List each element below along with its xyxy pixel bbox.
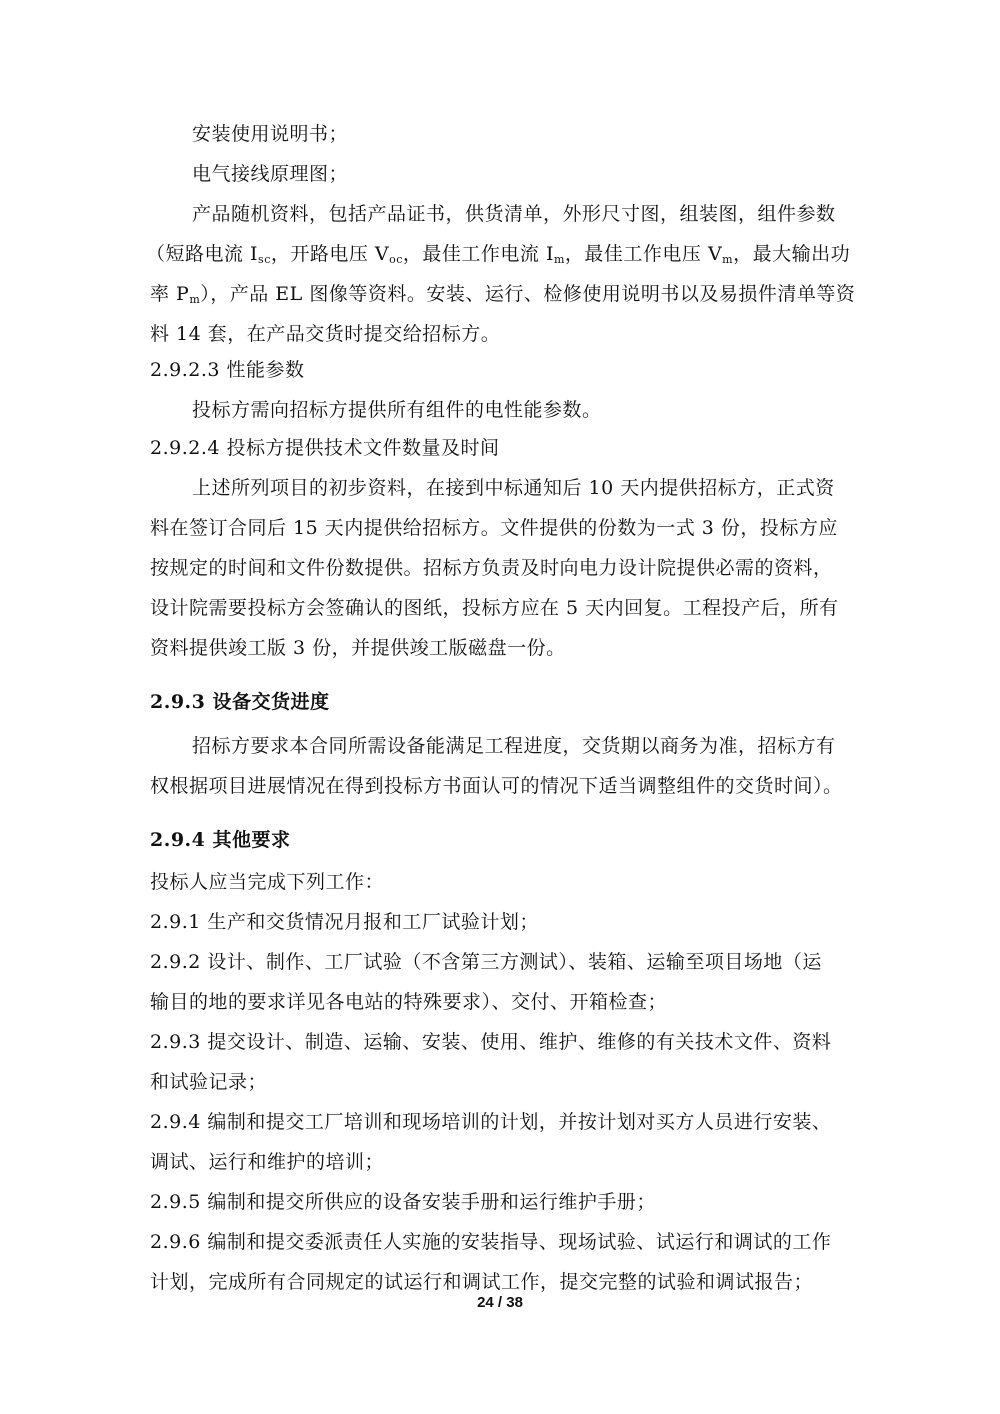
text-line: 料 14 套，在产品交货时提交给招标方。 (150, 323, 501, 345)
text-line: 设计院需要投标方会签确认的图纸，投标方应在 5 天内回复。工程投产后，所有 (150, 597, 839, 619)
list-item: 2.9.4 编制和提交工厂培训和现场培训的计划，并按计划对买方人员进行安装、 (150, 1111, 832, 1133)
section-heading-2-9-2-3: 2.9.2.3 性能参数 (150, 359, 305, 381)
text-line: 安装使用说明书； (192, 123, 349, 145)
section-heading-2-9-3: 2.9.3 设备交货进度 (150, 691, 330, 713)
list-item-continuation: 和试验记录； (150, 1071, 268, 1093)
list-item-continuation: 计划，完成所有合同规定的试运行和调试工作，提交完整的试验和调试报告； (150, 1271, 814, 1293)
text-line: 产品随机资料，包括产品证书，供货清单，外形尺寸图，组装图，组件参数 (192, 203, 836, 225)
list-item: 2.9.5 编制和提交所供应的设备安装手册和运行维护手册； (150, 1191, 656, 1213)
list-item: 2.9.1 生产和交货情况月报和工厂试验计划； (150, 911, 539, 933)
text-line-with-subscripts: （短路电流 $I_{sc}$，开路电压 $V_{oc}$，最佳工作电流 $I_m$，最佳工作电压 $V_m$，最大输出功 (146, 243, 851, 266)
text-line: 按规定的时间和文件份数提供。招标方负责及时向电力设计院提供必需的资料， (150, 557, 833, 579)
text-line: 投标方需向招标方提供所有组件的电性能参数。 (192, 399, 602, 421)
text-line: 资料提供竣工版 3 份，并提供竣工版磁盘一份。 (150, 637, 566, 659)
text-line-with-subscripts: 率 $P_m$），产品 EL 图像等资料。安装、运行、检修使用说明书以及易损件清单等资 (150, 283, 856, 306)
text-line: 电气接线原理图； (192, 163, 349, 185)
page-number: 24 / 38 (477, 1294, 523, 1311)
section-heading-2-9-2-4: 2.9.2.4 投标方提供技术文件数量及时间 (150, 437, 500, 459)
list-item: 2.9.3 提交设计、制造、运输、安装、使用、维护、维修的有关技术文件、资料 (150, 1031, 832, 1053)
list-item-continuation: 调试、运行和维护的培训； (150, 1151, 385, 1173)
list-item: 2.9.6 编制和提交委派责任人实施的安装指导、现场试验、试运行和调试的工作 (150, 1231, 832, 1253)
list-item: 2.9.2 设计、制作、工厂试验（不含第三方测试）、装箱、运输至项目场地（运 (150, 951, 822, 973)
text-line: 料在签订合同后 15 天内提供给招标方。文件提供的份数为一式 3 份，投标方应 (150, 517, 838, 539)
text-line: 投标人应当完成下列工作： (150, 871, 385, 893)
section-heading-2-9-4: 2.9.4 其他要求 (150, 829, 291, 851)
text-line: 招标方要求本合同所需设备能满足工程进度，交货期以商务为准，招标方有 (192, 735, 836, 757)
text-line: 上述所列项目的初步资料，在接到中标通知后 10 天内提供招标方，正式资 (192, 477, 835, 499)
text-line: 权根据项目进展情况在得到投标方书面认可的情况下适当调整组件的交货时间）。 (150, 775, 843, 797)
list-item-continuation: 输目的地的要求详见各电站的特殊要求）、交付、开箱检查； (150, 991, 668, 1013)
